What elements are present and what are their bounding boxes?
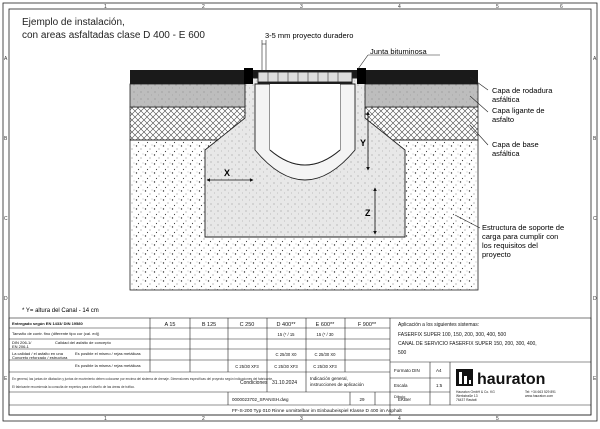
tb-r2-e: 15 (* / 30: [316, 332, 334, 337]
joint-label: Junta bituminosa: [370, 47, 427, 56]
frame-col-3-bottom: 3: [300, 416, 303, 422]
tb-r5-label: Es posible la misma / rejas metálicas: [75, 363, 141, 368]
company-1: Hauraton GmbH & Co. KG: [456, 390, 495, 394]
conditions-text-2: instrucciones de aplicación: [310, 382, 364, 387]
frame-row-a: A: [4, 56, 8, 62]
x-dimension-label: X: [224, 168, 231, 178]
z-dimension-label: Z: [365, 208, 371, 218]
tb-r3-label-c: Calidad del asfalto de concepto: [55, 340, 111, 345]
class-e600: E 600**: [315, 322, 335, 328]
frame-row-d-right: D: [593, 296, 597, 302]
format-value: A4: [436, 368, 442, 373]
tb-r3-label-b: EN 206-1: [12, 344, 29, 349]
frame-col-5-bottom: 5: [496, 416, 499, 422]
doc-number: 0000023702_SPANISH.dwg: [232, 397, 289, 402]
apply-1: FASERFIX SUPER 100, 150, 200, 300, 400, 500: [398, 332, 507, 338]
scale-value: 1:5: [436, 383, 443, 388]
class-f900: F 900**: [357, 322, 377, 328]
frame-col-3: 3: [300, 4, 303, 10]
soporte-label-2: carga para cumplir con: [482, 232, 559, 241]
fine-print-2: El fabricante recomienda la consulta de expertos para el diseño de las áreas de tráfico.: [12, 385, 135, 389]
sheet-number: 29: [359, 397, 365, 402]
brand-name: hauraton: [477, 371, 546, 388]
phone: Tel: +34 663 529 891: [525, 390, 556, 394]
tb-r2-label: Tamaño de contr. fino (diferente tipo cor (cal. ed)): [12, 331, 100, 336]
frame-row-e: E: [4, 376, 8, 382]
apply-3: 500: [398, 350, 407, 356]
scale-label: Escala: [394, 383, 408, 388]
apply-2: CANAL DE SERVICIO FASERFIX SUPER 150, 200, 300, 400,: [398, 341, 537, 347]
conditions-date: 31.10.2024: [272, 380, 298, 386]
frame-col-1-bottom: 1: [104, 416, 107, 422]
frame-col-4-bottom: 4: [398, 416, 401, 422]
bituminous-joint-right: [357, 68, 366, 84]
soporte-label-4: proyecto: [482, 250, 511, 259]
frame-row-b: B: [4, 136, 8, 142]
frame-col-5: 5: [496, 4, 499, 10]
tb-r4-d: C 25/30 X0: [275, 352, 297, 357]
hauraton-logo: [456, 369, 545, 388]
frame-row-c: C: [4, 216, 8, 222]
channel-interior: [270, 84, 340, 150]
gap-label: 3-5 mm proyecto duradero: [265, 31, 354, 40]
drawn-label: Dibujo: [394, 394, 406, 399]
y-dimension-label: Y: [360, 138, 367, 148]
class-b125: B 125: [201, 322, 217, 328]
frame-row-a-right: A: [593, 56, 597, 62]
editor: EKBer: [398, 397, 412, 402]
ligante-label-1: Capa ligante de: [492, 106, 545, 115]
base-label-1: Capa de base: [492, 140, 539, 149]
company-2: Werkstraße 13: [456, 394, 478, 398]
ligante-label-2: asfalto: [492, 115, 515, 124]
frame-col-2-bottom: 2: [202, 416, 205, 422]
drawing-title-line2: con areas asfaltadas clase D 400 - E 600: [22, 30, 205, 41]
tb-r4-e: C 25/30 X0: [314, 352, 336, 357]
soporte-label-3: los requisitos del: [482, 241, 538, 250]
tb-r5-e: C 25/30 XF3: [313, 364, 337, 369]
frame-col-4: 4: [398, 4, 401, 10]
tb-r5-c: C 25/30 XF3: [235, 364, 259, 369]
height-note: * Y= altura del Canal - 14 cm: [22, 308, 99, 314]
frame-row-e-right: E: [593, 376, 597, 382]
conditions-label: Condiciones: [240, 380, 268, 386]
web: www.hauraton.com: [525, 394, 554, 398]
bituminous-joint-left: [244, 68, 253, 84]
frame-col-1: 1: [104, 4, 107, 10]
class-c250: C 250: [239, 322, 255, 328]
tb-r1-label: Entregado según EN 1433/ DIN 19580: [12, 321, 83, 326]
frame-row-b-right: B: [593, 136, 597, 142]
tb-r4-label-a: La calidad / el asfalto en una: [12, 351, 63, 356]
soporte-label-1: Estructura de soporte de: [482, 223, 565, 232]
tb-r3-label-a: DIN 206-1/: [12, 340, 32, 345]
tb-r4-mid: Es posible el mismo / rejas metálicas: [75, 351, 141, 356]
rodadura-label-1: Capa de rodadura: [492, 86, 553, 95]
tb-r2-d: 15 (* / 15: [277, 332, 295, 337]
format-label: Formato DIN: [394, 368, 420, 373]
conditions-text-1: Indicación general,: [310, 376, 348, 381]
footer-title: FF-S-200 Typ 010 Rinne unmittelbar im Einbaubeispiel Klasse D 400 im Asphalt: [232, 409, 402, 414]
rodadura-label-2: asfáltica: [492, 95, 520, 104]
company-3: 76437 Rastatt: [456, 398, 477, 402]
frame-row-c-right: C: [593, 216, 597, 222]
base-label-2: asfáltica: [492, 149, 520, 158]
class-d400: D 400**: [276, 322, 296, 328]
class-a15: A 15: [164, 322, 176, 328]
frame-col-6: 6: [560, 4, 563, 10]
tb-r5-d: C 25/30 XF3: [274, 364, 298, 369]
frame-col-2: 2: [202, 4, 205, 10]
frame-row-d: D: [4, 296, 8, 302]
joint-leader: [358, 55, 368, 69]
apply-label: Aplicación a los siguientes sistemas:: [398, 322, 480, 328]
fine-print-1: En general, las juntas de dilatación y juntas de movimiento deben colocarse por encima del sistema de drenaje. Dimensiones específicas del proyecto según indicaciones del fabricante.: [12, 377, 273, 381]
tb-r4-label-b: Concreto reforzado / estructura: [12, 355, 68, 360]
drawing-title-line1: Ejemplo de instalación,: [22, 17, 125, 28]
